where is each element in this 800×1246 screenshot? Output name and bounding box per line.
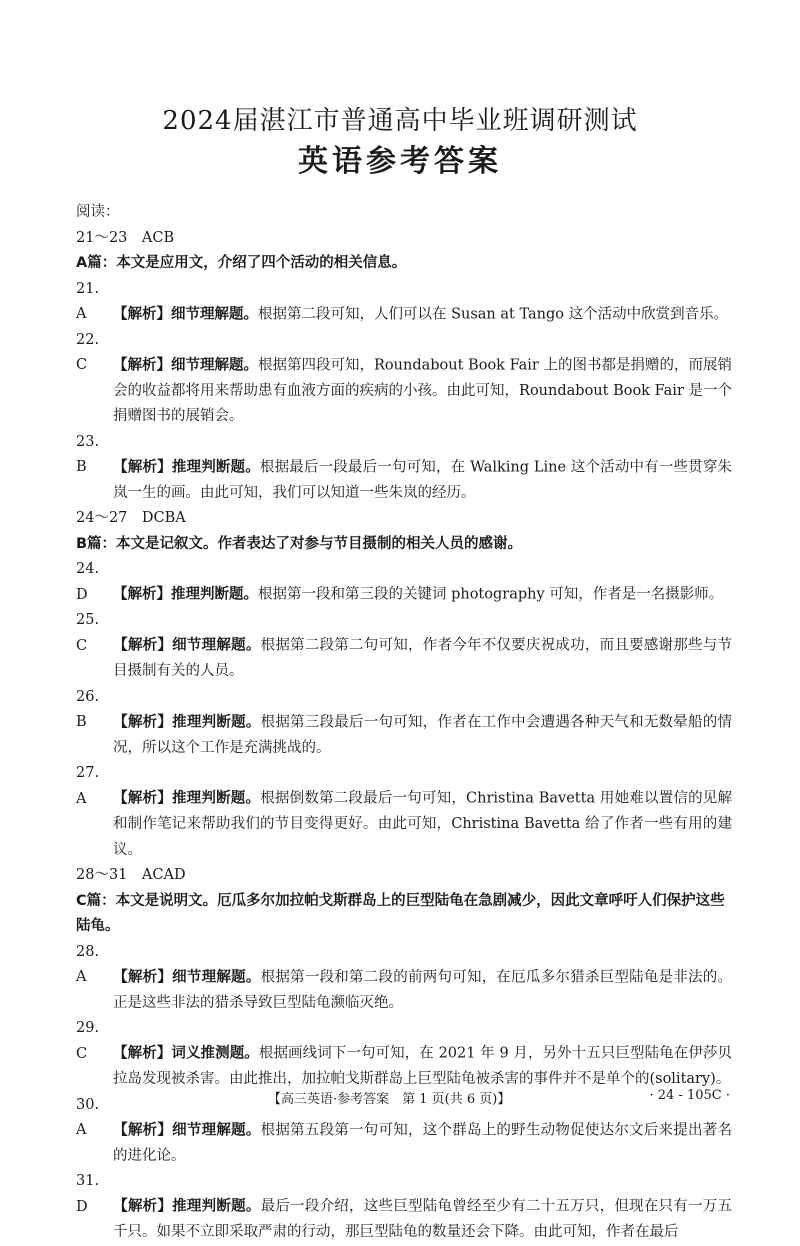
question-type: 推理判断题。 <box>170 586 258 603</box>
analysis-tag: 【解析】 <box>112 969 173 985</box>
answer-range: 21～23 ACB <box>76 229 175 246</box>
question-item <box>76 761 732 863</box>
question-explanation: 根据第一段和第二段的前两句可知，在厄瓜多尔猎杀巨型陆龟是非法的。正是这些非法的猎杀导致巨型陆龟濒临灭绝。 <box>112 969 733 1011</box>
question-item <box>76 430 732 507</box>
question-number: 25. C <box>76 612 100 654</box>
passage-summary: C篇：本文是说明文。厄瓜多尔加拉帕戈斯群岛上的巨型陆龟在急剧减少，因此文章呼吁人们保护这些陆龟。 <box>76 892 725 934</box>
analysis-tag: 【解析】 <box>112 637 173 654</box>
question-type: 细节理解题。 <box>172 969 261 985</box>
question-explanation: 根据最后一段最后一句可知，在 Walking Line 这个活动中有一些贯穿朱岚一生的画。由此可知，我们可以知道一些朱岚的经历。 <box>112 459 733 501</box>
footer-code: · 24 - 105C · <box>649 1088 730 1103</box>
question-explanation: 最后一段介绍，这些巨型陆龟曾经至少有二十五万只，但现在只有一万五千只。如果不立即采取严肃的行动，那巨型陆龟的数量还会下降。由此可知，作者在最后 <box>112 1198 733 1240</box>
question-item <box>76 1169 732 1246</box>
question-number: 29. C <box>76 1020 100 1062</box>
question-number: 26. B <box>76 688 100 730</box>
question-item <box>76 1016 732 1093</box>
question-explanation: 根据第二段第二句可知，作者今年不仅要庆祝成功，而且要感谢那些与节目摄制有关的人员。 <box>112 637 733 679</box>
analysis-tag: 【解析】 <box>112 357 171 373</box>
passage-summary: B篇：本文是记叙文。作者表达了对参与节目摄制的相关人员的感谢。 <box>76 535 523 552</box>
question-item <box>76 557 732 608</box>
question-item <box>76 277 732 328</box>
question-number: 24. D <box>76 561 100 603</box>
question-explanation: 根据倒数第二段最后一句可知，Christina Bavetta 用她难以置信的见解和制作笔记来帮助我们的节目变得更好。由此可知，Christina Bavetta 给了作者一些有用的建议。 <box>112 790 733 858</box>
question-explanation: 根据画线词下一句可知，在 2021 年 9 月，另外十五只巨型陆龟在伊莎贝拉岛发现被杀害。由此推出，加拉帕戈斯群岛上巨型陆龟被杀害的事件并不是单个的(solitary)。 <box>112 1045 733 1087</box>
page-subtitle: 英语参考答案 <box>298 144 502 179</box>
analysis-tag: 【解析】 <box>112 459 172 475</box>
question-item <box>76 685 732 762</box>
section-label: 阅读： <box>76 204 120 220</box>
answer-range: 28～31 ACAD <box>76 867 186 883</box>
analysis-tag: 【解析】 <box>112 790 172 807</box>
question-type: 细节理解题。 <box>172 1122 261 1138</box>
question-item <box>76 608 732 685</box>
question-type: 推理判断题。 <box>171 790 261 807</box>
question-type: 细节理解题。 <box>170 306 258 322</box>
question-type: 细节理解题。 <box>172 637 261 654</box>
page-title: 2024届湛江市普通高中毕业班调研测试 <box>162 106 638 136</box>
question-number: 22. C <box>76 331 100 373</box>
question-number: 31. D <box>76 1173 100 1215</box>
question-item <box>76 940 732 1017</box>
analysis-tag: 【解析】 <box>112 586 171 603</box>
question-item <box>76 328 732 430</box>
question-number: 30. A <box>76 1096 100 1138</box>
question-explanation: 根据第四段可知，Roundabout Book Fair 上的图书都是捐赠的，而展销会的收益都将用来帮助患有血液方面的疾病的小孩。由此可知，Roundabout Book Fair 是一个捐赠图书的展销会。 <box>112 357 732 424</box>
question-explanation: 根据第一段和第三段的关键词 photography 可知，作者是一名摄影师。 <box>257 586 724 603</box>
footer-page-info: 【高三英语·参考答案 第 1 页(共 6 页)】 <box>268 1092 511 1107</box>
question-type: 推理判断题。 <box>172 1198 261 1215</box>
question-explanation: 根据第二段可知，人们可以在 Susan at Tango 这个活动中欣赏到音乐。 <box>257 306 729 322</box>
question-type: 推理判断题。 <box>171 459 260 475</box>
question-type: 推理判断题。 <box>172 714 261 730</box>
analysis-tag: 【解析】 <box>112 714 173 730</box>
question-type: 词义推测题。 <box>171 1045 259 1062</box>
question-number: 28. A <box>76 943 100 985</box>
analysis-tag: 【解析】 <box>112 1122 173 1138</box>
analysis-tag: 【解析】 <box>112 306 171 322</box>
analysis-tag: 【解析】 <box>112 1198 173 1215</box>
answer-range: 24～27 DCBA <box>76 510 186 526</box>
question-explanation: 根据第五段第一句可知，这个群岛上的野生动物促使达尔文后来提出著名的进化论。 <box>112 1122 733 1164</box>
analysis-tag: 【解析】 <box>112 1045 172 1062</box>
question-number: 21. A <box>76 280 100 322</box>
question-number: 23. B <box>76 433 100 475</box>
passage-summary: A篇：本文是应用文，介绍了四个活动的相关信息。 <box>76 255 407 271</box>
question-explanation: 根据第三段最后一句可知，作者在工作中会遭遇各种天气和无数晕船的情况，所以这个工作是充满挑战的。 <box>112 714 733 756</box>
question-number: 27. A <box>76 765 100 807</box>
question-type: 细节理解题。 <box>170 357 258 373</box>
